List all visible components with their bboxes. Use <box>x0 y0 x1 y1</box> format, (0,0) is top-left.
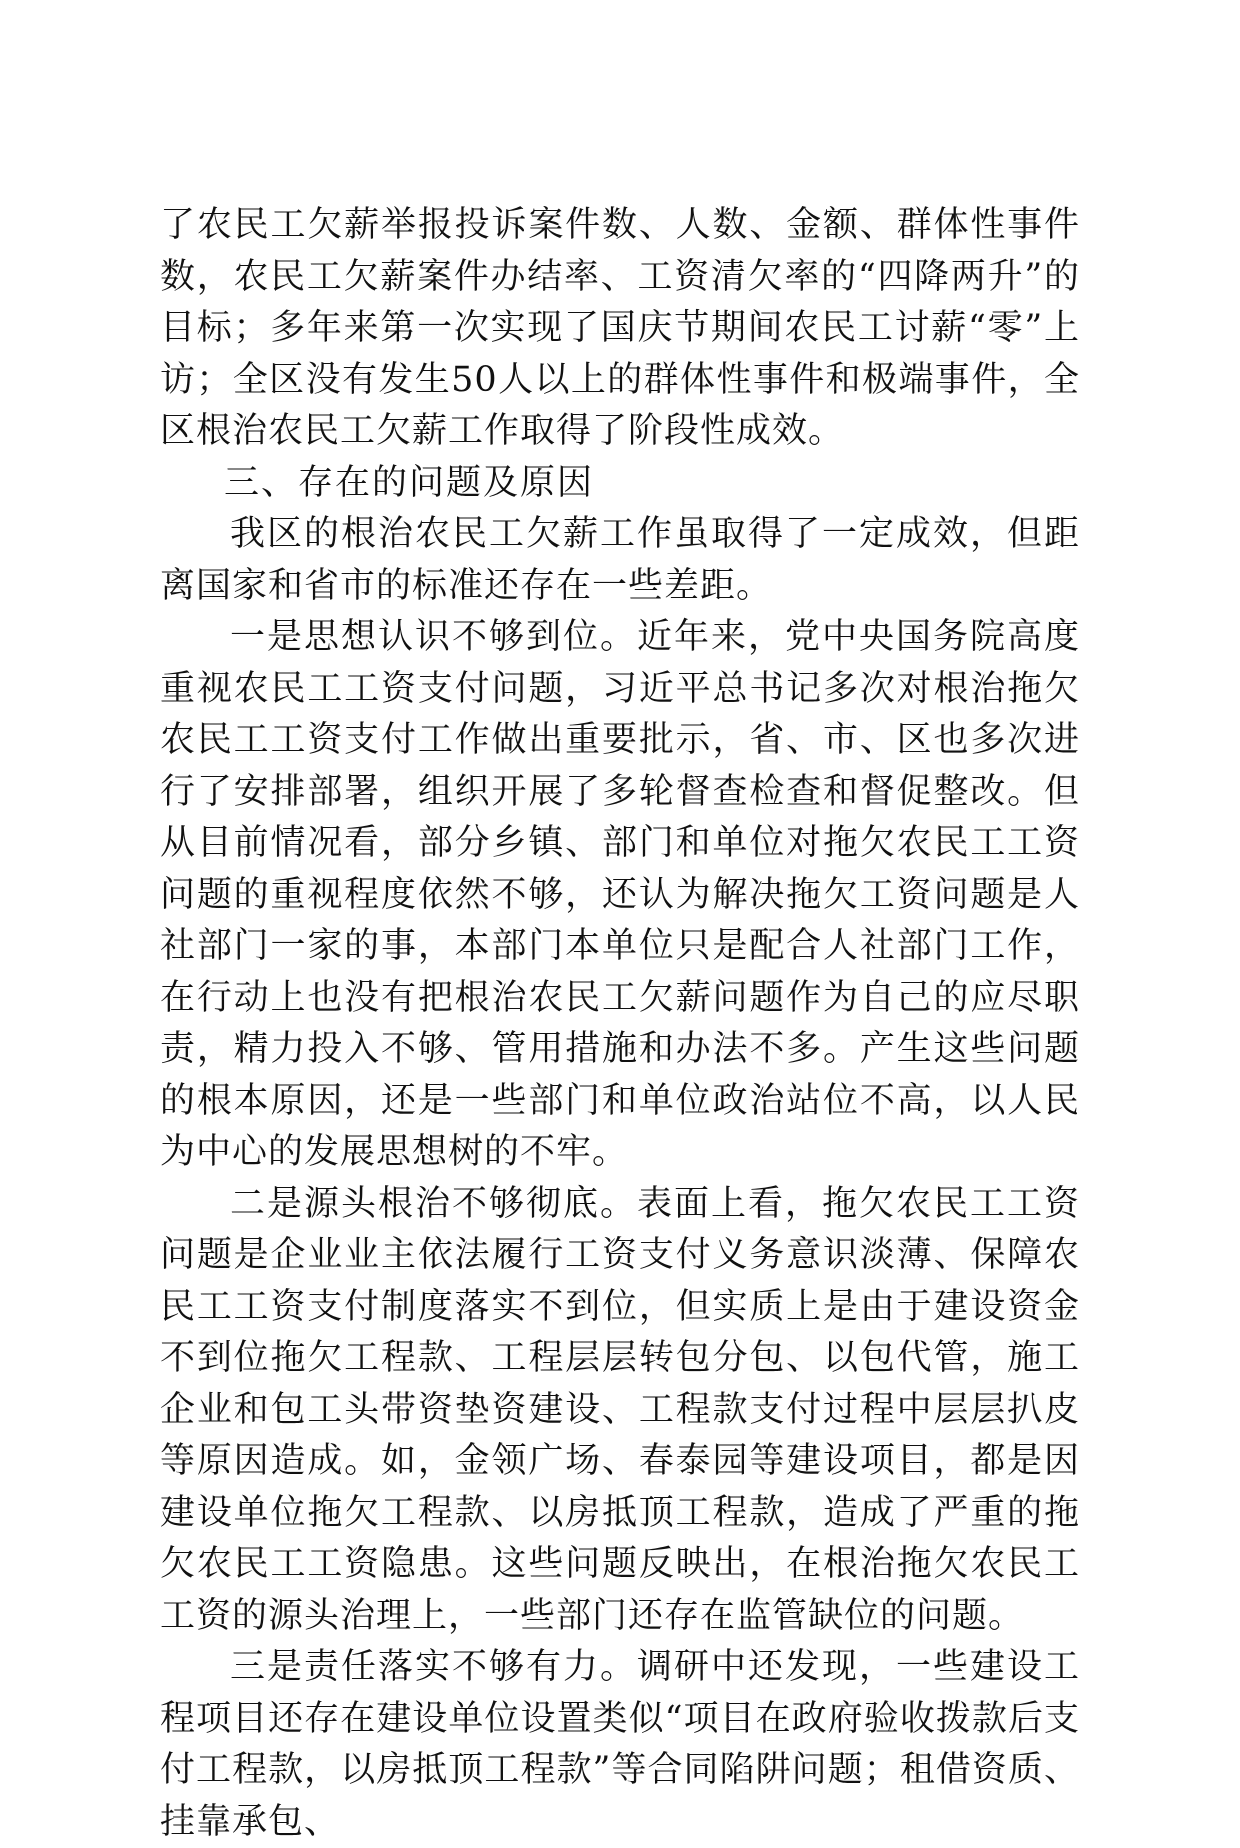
paragraph-continued: 了农民工欠薪举报投诉案件数、人数、金额、群体性事件数，农民工欠薪案件办结率、工资清欠率的“四降两升”的目标；多年来第一次实现了国庆节期间农民工讨薪“零”上访；全区没有发生50人以上的群体性事件和极端事件，全区根治农民工欠薪工作取得了阶段性成效。 <box>160 205 1080 451</box>
paragraph-intro: 我区的根治农民工欠薪工作虽取得了一定成效，但距离国家和省市的标准还存在一些差距。 <box>160 514 1080 606</box>
paragraph-point-2: 二是源头根治不够彻底。表面上看，拖欠农民工工资问题是企业业主依法履行工资支付义务意识淡薄、保障农民工工资支付制度落实不到位，但实质上是由于建设资金不到位拖欠工程款、工程层层转包分包、以包代管，施工企业和包工头带资垫资建设、工程款支付过程中层层扒皮等原因造成。如，金领广场、春泰园等建设项目，都是因建设单位拖欠工程款、以房抵顶工程款，造成了严重的拖欠农民工工资隐患。这些问题反映出，在根治拖欠农民工工资的源头治理上，一些部门还存在监管缺位的问题。 <box>160 1183 1080 1636</box>
document-body <box>160 200 1080 1848</box>
paragraph-point-3: 三是责任落实不够有力。调研中还发现，一些建设工程项目还存在建设单位设置类似“项目在政府验收拨款后支付工程款，以房抵顶工程款”等合同陷阱问题；租借资质、挂靠承包、 <box>160 1647 1080 1842</box>
section-heading-problems: 三、存在的问题及原因 <box>224 462 595 503</box>
paragraph-point-1: 一是思想认识不够到位。近年来，党中央国务院高度重视农民工工资支付问题，习近平总书记多次对根治拖欠农民工工资支付工作做出重要批示，省、市、区也多次进行了安排部署，组织开展了多轮督查检查和督促整改。但从目前情况看，部分乡镇、部门和单位对拖欠农民工工资问题的重视程度依然不够，还认为解决拖欠工资问题是人社部门一家的事，本部门本单位只是配合人社部门工作，在行动上也没有把根治农民工欠薪问题作为自己的应尽职责，精力投入不够、管用措施和办法不多。产生这些问题的根本原因，还是一些部门和单位政治站位不高，以人民为中心的发展思想树的不牢。 <box>160 617 1080 1172</box>
